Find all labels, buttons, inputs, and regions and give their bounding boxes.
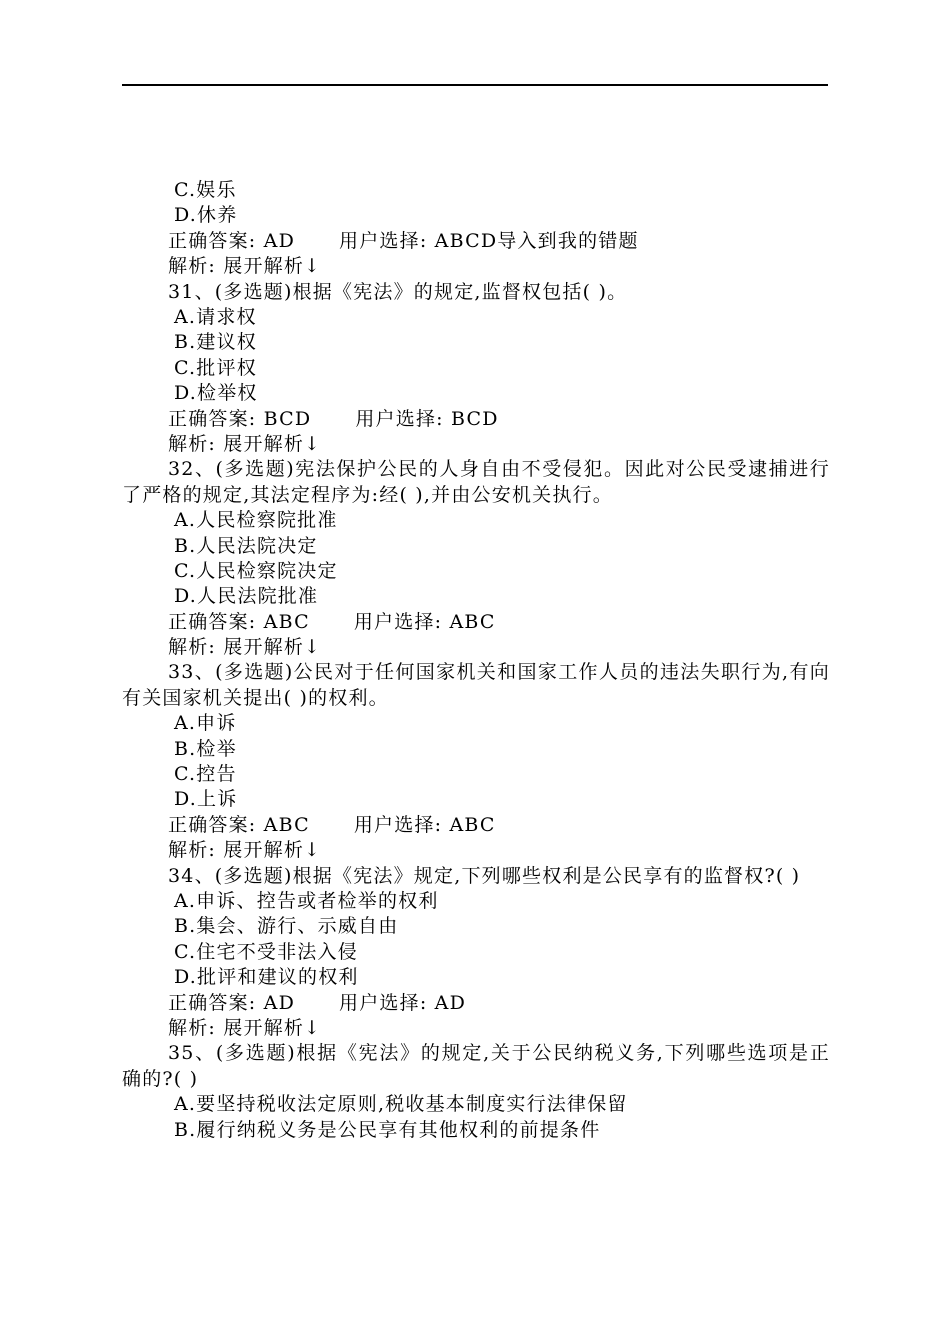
correct-answer: AD	[263, 229, 296, 252]
answer-line	[122, 991, 830, 1016]
user-answer: ABCD	[434, 229, 498, 252]
user-answer: BCD	[451, 407, 499, 430]
option: B.人民法院决定	[174, 534, 318, 557]
option: B.履行纳税义务是公民享有其他权利的前提条件	[174, 1118, 601, 1141]
answer-line	[122, 610, 830, 635]
option: D.检举权	[174, 382, 258, 405]
option: C.娱乐	[174, 179, 237, 201]
option: A.申诉	[174, 712, 237, 735]
user-answer: ABC	[449, 813, 496, 836]
answer-line	[122, 407, 830, 432]
question-text: 34、(多选题)根据《宪法》规定,下列哪些权利是公民享有的监督权?( )	[168, 864, 801, 887]
user-label: 用户选择:	[353, 610, 450, 633]
user-label: 用户选择:	[355, 407, 451, 430]
user-label: 用户选择:	[353, 813, 450, 836]
import-wrong-link[interactable]: 导入到我的错题	[497, 229, 639, 252]
option: C.住宅不受非法入侵	[174, 940, 358, 963]
correct-label: 正确答案:	[168, 610, 264, 633]
correct-answer: ABC	[263, 813, 310, 836]
question-text: 33、(多选题)公民对于任何国家机关和国家工作人员的违法失职行为,有向有关国家机关提出( )的权利。	[122, 661, 830, 709]
correct-label: 正确答案:	[168, 813, 264, 836]
question-text: 35、(多选题)根据《宪法》的规定,关于公民纳税义务,下列哪些选项是正确的?( )	[122, 1042, 830, 1090]
question-text: 31、(多选题)根据《宪法》的规定,监督权包括( )。	[168, 280, 628, 303]
user-answer: AD	[434, 991, 467, 1014]
document-body	[122, 178, 830, 1143]
correct-label: 正确答案:	[168, 407, 264, 430]
option: B.检举	[174, 737, 237, 760]
user-answer: ABC	[449, 610, 496, 633]
analysis-toggle[interactable]: 解析: 展开解析↓	[168, 1016, 322, 1039]
answer-line	[122, 229, 830, 254]
option: D.批评和建议的权利	[174, 966, 359, 989]
analysis-toggle[interactable]: 解析: 展开解析↓	[168, 636, 322, 659]
option: A.要坚持税收法定原则,税收基本制度实行法律保留	[174, 1093, 628, 1116]
analysis-toggle[interactable]: 解析: 展开解析↓	[168, 255, 322, 278]
option: C.控告	[174, 763, 237, 786]
header-rule	[122, 84, 828, 86]
option: D.上诉	[174, 788, 238, 811]
option: A.申诉、控告或者检举的权利	[174, 890, 439, 913]
user-label: 用户选择:	[339, 991, 435, 1014]
correct-answer: BCD	[263, 407, 312, 430]
option: B.建议权	[174, 331, 258, 354]
option: A.请求权	[174, 305, 257, 328]
answer-line	[122, 813, 830, 838]
correct-answer: ABC	[263, 610, 310, 633]
correct-label: 正确答案:	[168, 229, 264, 252]
correct-label: 正确答案:	[168, 991, 264, 1014]
option: B.集会、游行、示威自由	[174, 915, 399, 938]
option: D.休养	[174, 204, 238, 227]
option: C.人民检察院决定	[174, 559, 338, 582]
option: A.人民检察院批准	[174, 509, 338, 532]
question-text: 32、(多选题)宪法保护公民的人身自由不受侵犯。因此对公民受逮捕进行了严格的规定,其法定程序为:经( ),并由公安机关执行。	[122, 458, 830, 506]
option: D.人民法院批准	[174, 585, 319, 608]
analysis-toggle[interactable]: 解析: 展开解析↓	[168, 432, 322, 455]
user-label: 用户选择:	[339, 229, 435, 252]
correct-answer: AD	[263, 991, 296, 1014]
option: C.批评权	[174, 356, 257, 379]
analysis-toggle[interactable]: 解析: 展开解析↓	[168, 839, 322, 862]
